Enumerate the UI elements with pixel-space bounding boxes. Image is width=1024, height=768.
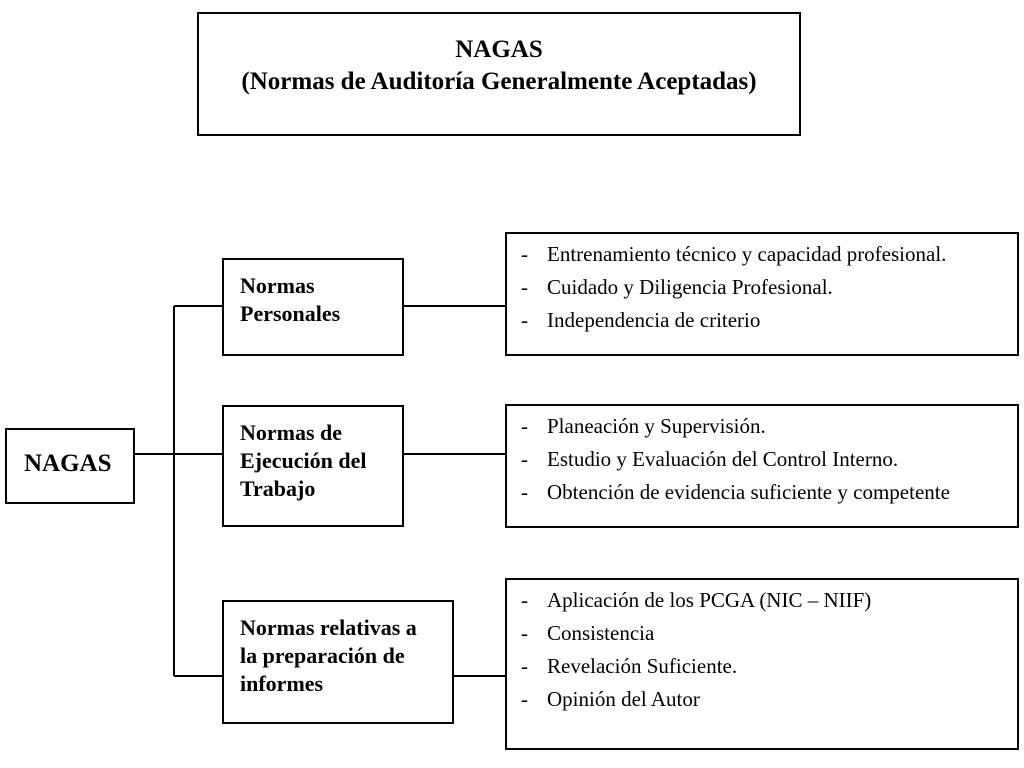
title-box [197, 12, 801, 136]
branch-3-label-line-1: Normas relativas a [240, 615, 417, 640]
list-item: - Estudio y Evaluación del Control Interno. [521, 447, 899, 471]
root-node [5, 428, 135, 504]
detail-list-3 [521, 584, 871, 716]
branch-3-label-line-3: informes [240, 671, 324, 696]
branch-1-label-line-1: Normas [240, 273, 315, 298]
list-item: - Independencia de criterio [521, 308, 761, 332]
list-item: - Obtención de evidencia suficiente y competente [521, 480, 950, 504]
list-item: - Consistencia [521, 621, 655, 645]
branch-1-label-line-2: Personales [240, 301, 341, 326]
branch-2-label-line-3: Trabajo [240, 476, 316, 501]
branch-node-ejecucion [222, 405, 404, 527]
root-label: NAGAS [24, 450, 112, 477]
detail-box-personales [505, 232, 1019, 356]
detail-box-informes [505, 578, 1019, 750]
detail-list-1 [521, 238, 946, 337]
list-item: - Revelación Suficiente. [521, 654, 738, 678]
title-line-1: NAGAS [455, 36, 543, 63]
branch-node-personales [222, 258, 404, 356]
branch-node-informes [222, 600, 454, 724]
list-item: - Cuidado y Diligencia Profesional. [521, 275, 833, 299]
title-line-2: (Normas de Auditoría Generalmente Aceptadas) [241, 68, 757, 95]
detail-box-ejecucion [505, 404, 1019, 528]
branch-3-label-line-2: la preparación de [240, 643, 405, 668]
list-item: - Entrenamiento técnico y capacidad profesional. [521, 242, 947, 266]
list-item: - Aplicación de los PCGA (NIC – NIIF) [521, 588, 872, 612]
branch-2-label-line-2: Ejecución del [240, 448, 367, 473]
list-item: - Opinión del Autor [521, 687, 700, 711]
branch-2-label-line-1: Normas de [240, 420, 343, 445]
detail-list-2 [521, 410, 950, 509]
list-item: - Planeación y Supervisión. [521, 414, 766, 438]
